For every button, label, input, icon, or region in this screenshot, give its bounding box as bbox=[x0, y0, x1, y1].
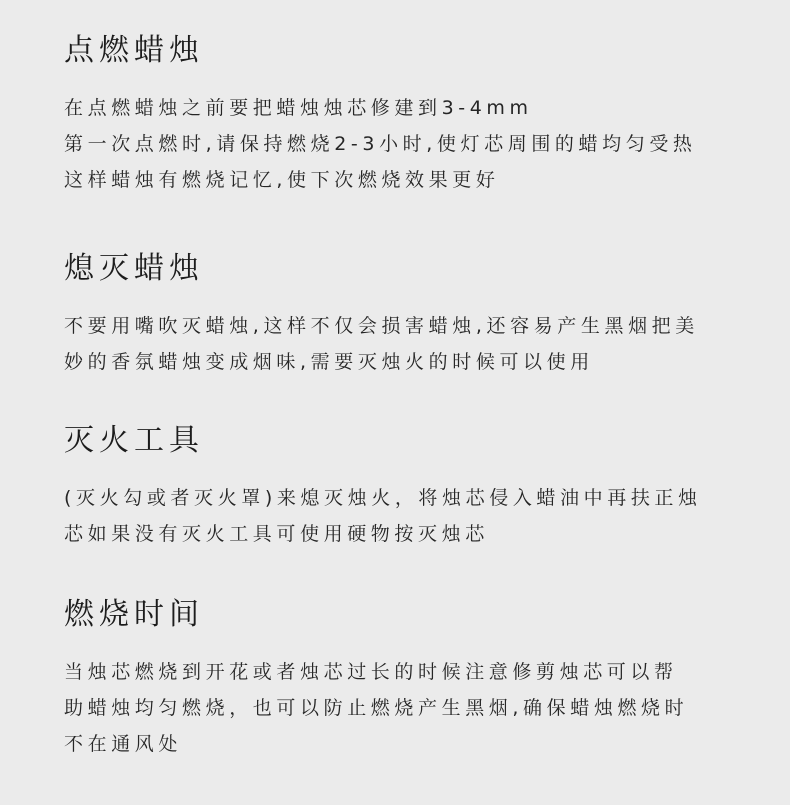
section-burn-time bbox=[64, 597, 764, 755]
section-light-candle bbox=[64, 33, 764, 191]
section-title-light-candle: 点燃蜡烛 bbox=[64, 33, 204, 68]
section-line: 当烛芯燃烧到开花或者烛芯过长的时候注意修剪烛芯可以帮 bbox=[64, 661, 678, 683]
section-extinguish-candle bbox=[64, 251, 764, 373]
section-title-extinguish-candle: 熄灭蜡烛 bbox=[64, 251, 204, 286]
section-line: 在点燃蜡烛之前要把蜡烛烛芯修建到3-4mm bbox=[64, 97, 533, 119]
section-title-burn-time: 燃烧时间 bbox=[64, 597, 204, 632]
section-title-snuffing-tools: 灭火工具 bbox=[64, 423, 204, 458]
section-snuffing-tools bbox=[64, 423, 764, 545]
section-line: 妙的香氛蜡烛变成烟味,需要灭烛火的时候可以使用 bbox=[64, 351, 594, 373]
section-line: 第一次点燃时,请保持燃烧2-3小时,使灯芯周围的蜡均匀受热 bbox=[64, 133, 697, 155]
section-line: 助蜡烛均匀燃烧，也可以防止燃烧产生黑烟,确保蜡烛燃烧时 bbox=[64, 697, 689, 719]
section-line: 不在通风处 bbox=[64, 733, 183, 755]
section-line: 芯如果没有灭火工具可使用硬物按灭烛芯 bbox=[64, 523, 489, 545]
section-line: 这样蜡烛有燃烧记忆,使下次燃烧效果更好 bbox=[64, 169, 500, 191]
section-line: (灭火勾或者灭火罩)来熄灭烛火，将烛芯侵入蜡油中再扶正烛 bbox=[64, 487, 702, 509]
section-line: 不要用嘴吹灭蜡烛,这样不仅会损害蜡烛,还容易产生黑烟把美 bbox=[64, 315, 699, 337]
